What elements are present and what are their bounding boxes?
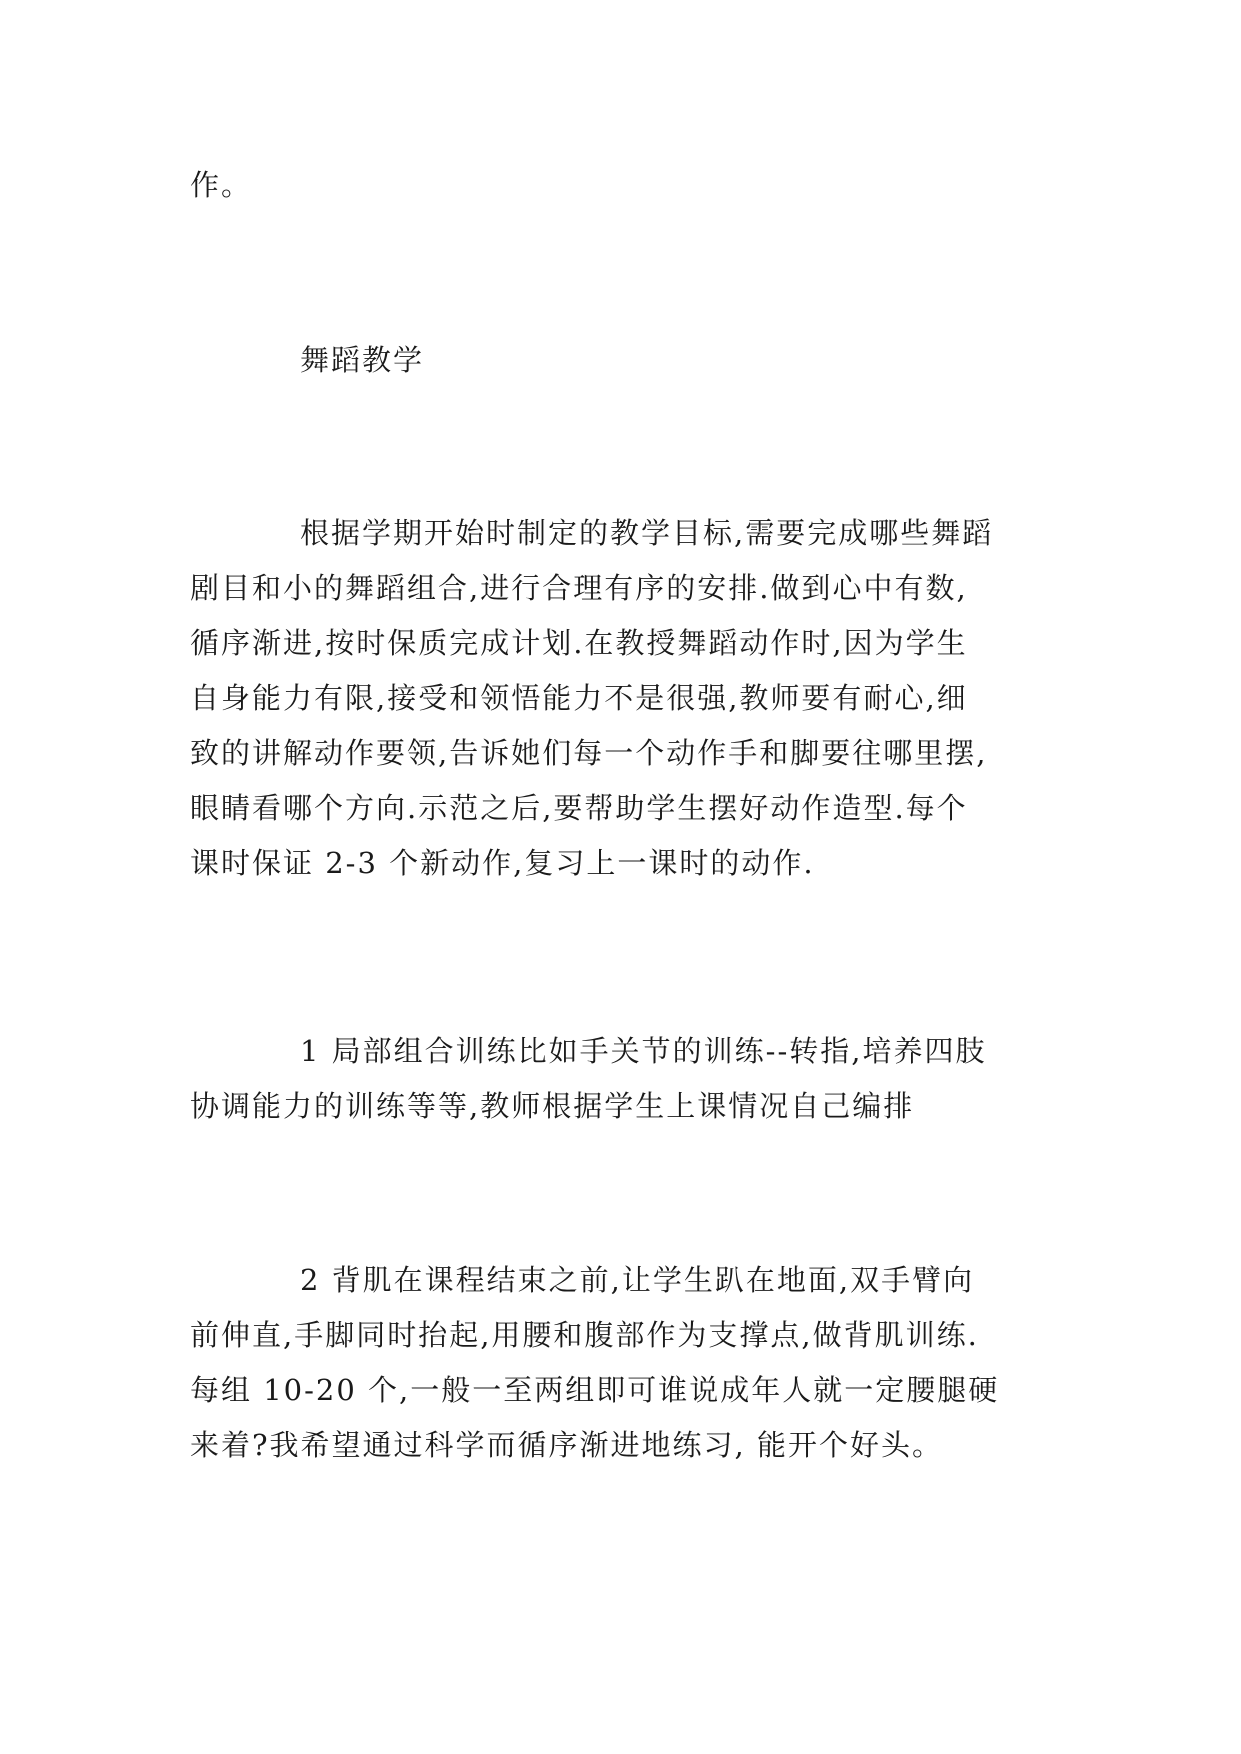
paragraph-line: 每组 10-20 个,一般一至两组即可谁说成年人就一定腰腿硬	[190, 1373, 1000, 1407]
section-heading	[190, 333, 1070, 388]
paragraph-line: 循序渐进,按时保质完成计划.在教授舞蹈动作时,因为学生	[190, 626, 968, 660]
paragraph-line: 1 局部组合训练比如手关节的训练--转指,培养四肢	[300, 1034, 987, 1068]
paragraph-line: 自身能力有限,接受和领悟能力不是很强,教师要有耐心,细	[190, 681, 968, 715]
paragraph-line: 2 背肌在课程结束之前,让学生趴在地面,双手臂向	[300, 1263, 975, 1297]
paragraph-line: 致的讲解动作要领,告诉她们每一个动作手和脚要往哪里摆,	[190, 736, 988, 770]
paragraph-line: 来着?我希望通过科学而循序渐进地练习, 能开个好头。	[190, 1428, 943, 1462]
paragraph-line: 课时保证 2-3 个新动作,复习上一课时的动作.	[190, 846, 815, 880]
paragraph-line: 剧目和小的舞蹈组合,进行合理有序的安排.做到心中有数,	[190, 571, 968, 605]
paragraph-line: 眼睛看哪个方向.示范之后,要帮助学生摆好动作造型.每个	[190, 791, 968, 825]
paragraph-line: 前伸直,手脚同时抬起,用腰和腹部作为支撑点,做背肌训练.	[190, 1318, 979, 1352]
paragraph-teaching-goals	[190, 506, 1070, 891]
paragraph-combination-training	[190, 1024, 1070, 1134]
paragraph-back-muscle-training	[190, 1253, 1070, 1473]
paragraph-line: 协调能力的训练等等,教师根据学生上课情况自己编排	[190, 1089, 915, 1123]
paragraph-line: 根据学期开始时制定的教学目标,需要完成哪些舞蹈	[300, 516, 994, 550]
heading-text: 舞蹈教学	[300, 343, 425, 377]
paragraph-line: 作。	[190, 168, 253, 202]
continuation-paragraph	[190, 158, 1070, 213]
